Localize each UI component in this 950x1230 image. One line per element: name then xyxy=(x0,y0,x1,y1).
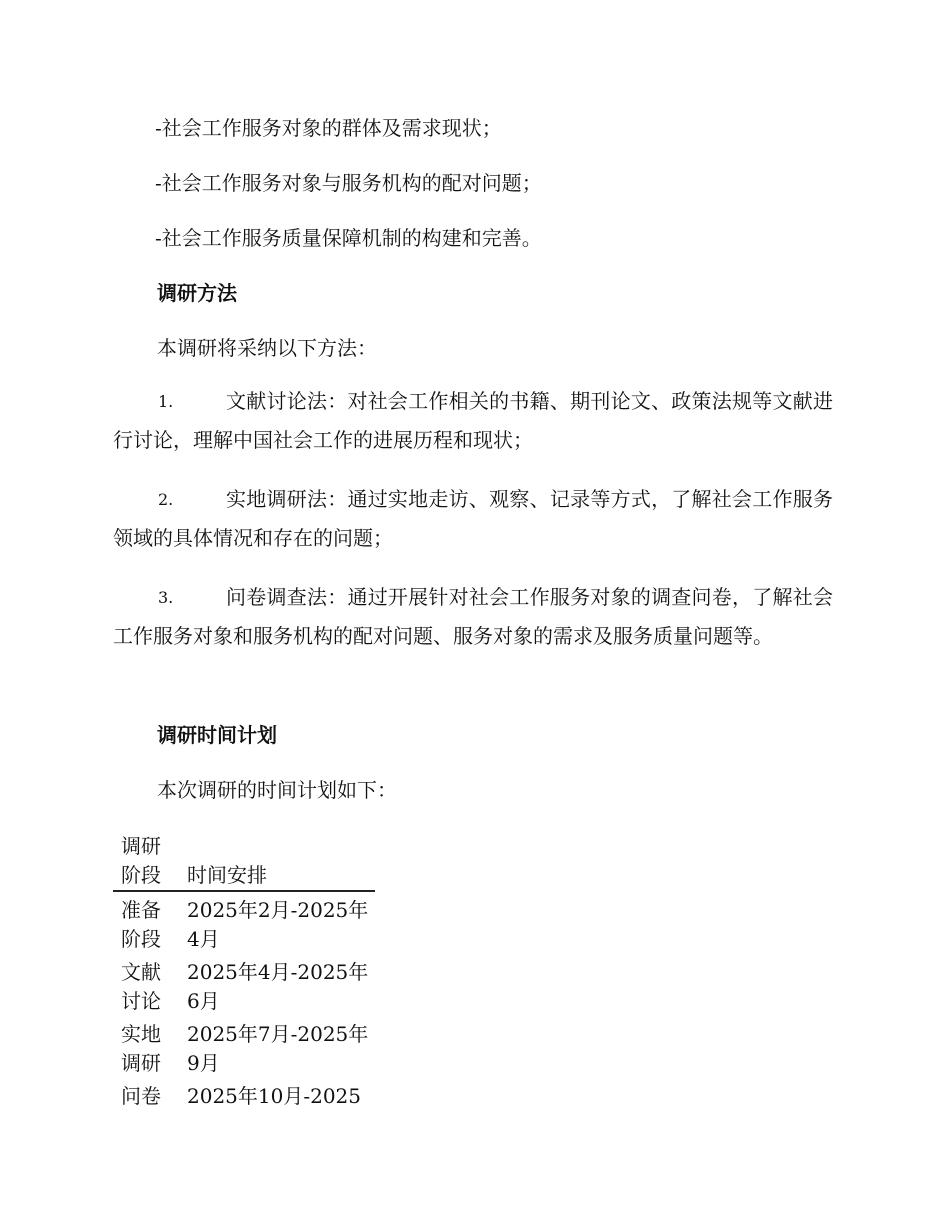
method-item-number: 1. xyxy=(158,392,174,411)
schedule-intro: 本次调研的时间计划如下： xyxy=(157,778,397,802)
table-row xyxy=(113,1078,375,1140)
table-header-stage: 调研阶段 xyxy=(121,834,161,887)
bullet-item-3: -社会工作服务质量保障机制的构建和完善。 xyxy=(155,226,542,250)
methods-intro: 本调研将采纳以下方法： xyxy=(157,336,377,360)
table-cell-stage: 实地调研 xyxy=(121,1022,161,1075)
method-item-3 xyxy=(113,578,833,656)
method-item-text: 问卷调查法：通过开展针对社会工作服务对象的调查问卷，了解社会工作服务对象和服务机构的配对问题、服务对象的需求及服务质量问题等。 xyxy=(113,585,833,648)
bullet-item-1: -社会工作服务对象的群体及需求现状； xyxy=(155,116,502,140)
table-row xyxy=(113,954,375,1016)
table-cell-stage: 问卷 xyxy=(121,1084,161,1108)
table-cell-time: 2025年2月-2025年4月 xyxy=(187,898,369,951)
section-heading-methods: 调研方法 xyxy=(157,281,237,305)
table-cell-stage: 文献讨论 xyxy=(121,960,161,1013)
schedule-table xyxy=(113,832,375,1140)
table-header-row xyxy=(113,832,375,892)
method-item-number: 3. xyxy=(158,588,174,607)
method-item-text: 文献讨论法：对社会工作相关的书籍、期刊论文、政策法规等文献进行讨论，理解中国社会工作的进展历程和现状； xyxy=(113,389,833,452)
table-row xyxy=(113,892,375,954)
bullet-item-2: -社会工作服务对象与服务机构的配对问题； xyxy=(155,171,542,195)
table-cell-time: 2025年4月-2025年6月 xyxy=(187,960,369,1013)
method-item-1 xyxy=(113,382,833,460)
method-item-number: 2. xyxy=(158,490,174,509)
table-cell-time: 2025年7月-2025年9月 xyxy=(187,1022,369,1075)
method-item-text: 实地调研法：通过实地走访、观察、记录等方式，了解社会工作服务领域的具体情况和存在的问题； xyxy=(113,487,833,550)
table-cell-stage: 准备阶段 xyxy=(121,898,161,951)
section-heading-schedule: 调研时间计划 xyxy=(157,723,277,747)
table-row xyxy=(113,1016,375,1078)
table-cell-time: 2025年10月-2025 xyxy=(187,1084,362,1108)
table-header-time: 时间安排 xyxy=(187,863,267,887)
method-item-2 xyxy=(113,480,833,558)
